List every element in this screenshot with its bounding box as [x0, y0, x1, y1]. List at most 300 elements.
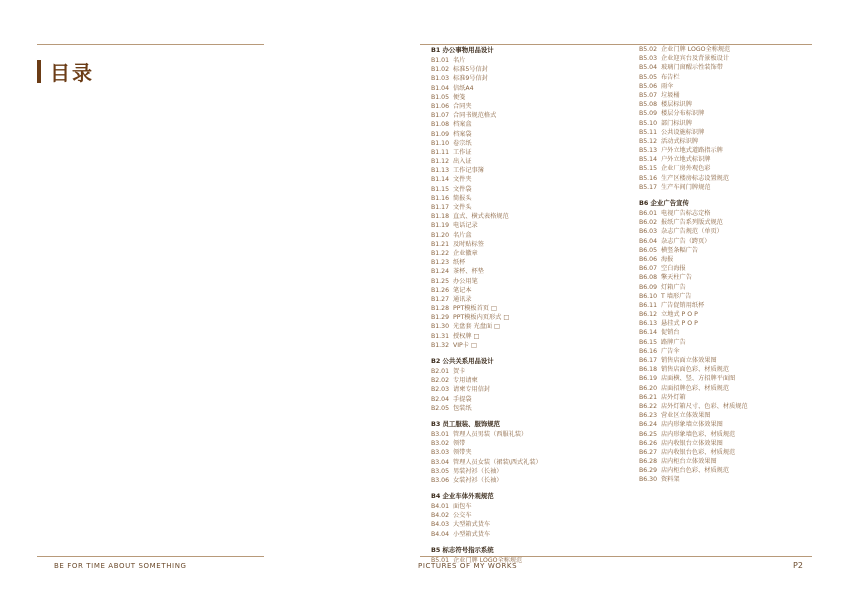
toc-item [639, 227, 748, 236]
toc-item-label: 标准9号信封 [453, 75, 488, 83]
toc-item-code: B1.08 [431, 121, 450, 129]
toc-item [639, 301, 748, 310]
toc-item-label: 授权牌 □ [453, 332, 480, 340]
toc-item [639, 384, 748, 393]
toc-item-label: 店内形象墙立体效果图 [661, 421, 723, 429]
toc-section [431, 350, 542, 413]
toc-item-label: 档案袋 [453, 130, 472, 138]
toc-item-code: B1.29 [431, 314, 450, 322]
toc-column-right [639, 45, 748, 485]
toc-item-code: B5.10 [639, 119, 658, 127]
toc-item [431, 530, 542, 539]
toc-item-label: 出入证 [453, 158, 472, 166]
toc-item-code: B3.06 [431, 476, 450, 484]
toc-item [639, 283, 748, 292]
toc-item-label: 空白海报 [661, 265, 686, 273]
toc-item [431, 240, 542, 249]
toc-item-label: 路牌广告 [661, 338, 686, 346]
toc-item-label: 文件夹 [453, 176, 472, 184]
toc-item [639, 457, 748, 466]
toc-item [639, 73, 748, 82]
toc-item [431, 212, 542, 221]
toc-item-code: B1.04 [431, 84, 450, 92]
toc-item-label: 信纸A4 [453, 84, 474, 92]
toc-item [431, 93, 542, 102]
toc-item-code: B5.13 [639, 147, 658, 155]
toc-item [639, 292, 748, 301]
toc-item-label: 营业区立体效果图 [661, 412, 711, 420]
toc-item-label: 公共设施标识牌 [661, 128, 705, 136]
toc-item-label: T 墙形广告 [661, 292, 692, 300]
toc-item-label: 企业厂房外观色彩 [661, 165, 711, 173]
page-number: P2 [793, 561, 803, 570]
toc-item-label: 店内形象墙色彩、材质规范 [661, 430, 736, 438]
toc-item-code: B5.08 [639, 101, 658, 109]
toc-item-code: B1.02 [431, 66, 450, 74]
toc-item [431, 267, 542, 276]
toc-item-code: B6.04 [639, 237, 658, 245]
toc-item [431, 511, 542, 520]
toc-item-code: B3.01 [431, 430, 450, 438]
toc-item-label: 公交车 [453, 512, 472, 520]
toc-item [639, 91, 748, 100]
toc-section [431, 413, 542, 485]
toc-item [431, 304, 542, 313]
toc-item [639, 466, 748, 475]
toc-item [431, 520, 542, 529]
toc-item-label: 领带夹 [453, 449, 472, 457]
toc-item [431, 231, 542, 240]
toc-item-label: 手提袋 [453, 395, 472, 403]
toc-item-code: B3.03 [431, 449, 450, 457]
toc-item-label: 贺卡 [453, 368, 466, 375]
toc-item [639, 475, 748, 484]
toc-item [639, 45, 748, 54]
toc-item-code: B3.05 [431, 467, 450, 475]
toc-item [431, 148, 542, 157]
toc-item-code: B5.03 [639, 55, 658, 63]
toc-item-code: B6.22 [639, 402, 658, 410]
toc-item-label: 男装衬衫（长袖） [453, 467, 503, 475]
toc-item-code: B1.07 [431, 112, 450, 120]
toc-item-label: 活动式标识牌 [661, 137, 699, 145]
toc-item [639, 100, 748, 109]
toc-item-label: VIP卡 □ [453, 341, 477, 349]
toc-item [639, 393, 748, 402]
toc-item-label: 企业迎宾台及背景板设计 [661, 55, 730, 63]
toc-item [431, 166, 542, 175]
toc-item [431, 221, 542, 230]
toc-item-label: 店内收银台立体效果图 [661, 439, 723, 447]
toc-item-code: B5.14 [639, 156, 658, 164]
toc-item-label: 面包车 [453, 503, 472, 511]
toc-item-label: 销售店面立体效果图 [661, 357, 717, 364]
toc-item-code: B2.05 [431, 404, 450, 412]
toc-item-label: 报纸广告系列版式规范 [661, 219, 723, 227]
title-accent-bar [37, 60, 41, 83]
toc-item [639, 374, 748, 383]
toc-item [639, 82, 748, 91]
toc-item [431, 313, 542, 322]
toc-item-code: B6.28 [639, 458, 658, 466]
toc-item-label: 店外灯箱 [661, 393, 686, 401]
toc-item-code: B6.24 [639, 421, 658, 429]
toc-item [431, 249, 542, 258]
toc-item-code: B5.05 [639, 73, 658, 81]
toc-item-label: 擎天柱广告 [661, 274, 692, 282]
toc-item-code: B1.11 [431, 148, 450, 156]
toc-item-label: 直式、横式表格规范 [453, 213, 509, 221]
toc-item [431, 341, 542, 350]
toc-item-code: B1.31 [431, 332, 450, 340]
toc-item-code: B1.28 [431, 305, 450, 313]
toc-item [639, 109, 748, 118]
toc-item-label: 销售店面色彩、材质规范 [661, 366, 730, 374]
toc-item-label: 灯箱广告 [661, 283, 686, 291]
toc-item [639, 439, 748, 448]
toc-item-code: B1.20 [431, 231, 450, 239]
toc-item-code: B6.13 [639, 320, 658, 328]
toc-item-label: 文件袋 [453, 185, 472, 193]
toc-item [639, 246, 748, 255]
toc-item [431, 65, 542, 74]
toc-item-code: B2.03 [431, 386, 450, 394]
toc-item [639, 146, 748, 155]
toc-item-code: B5.11 [639, 128, 658, 136]
toc-item-code: B1.26 [431, 286, 450, 294]
toc-item-code: B1.22 [431, 249, 450, 257]
toc-item [431, 258, 542, 267]
toc-item [431, 111, 542, 120]
toc-item-code: B6.09 [639, 283, 658, 291]
toc-item [639, 155, 748, 164]
toc-section-title: B5 标志符号指示系统 [431, 545, 494, 554]
toc-item-label: 广告促销用纸杯 [661, 301, 705, 309]
footer-middle-text: PICTURES OF MY WORKS [418, 562, 518, 570]
toc-item-label: 便笺 [453, 93, 466, 101]
toc-item [431, 458, 542, 467]
toc-column-left [431, 45, 542, 565]
toc-item-code: B6.19 [639, 375, 658, 383]
toc-item-label: 电话记录 [453, 222, 478, 230]
toc-item [639, 430, 748, 439]
toc-item-label: 店内柜台色彩、材质规范 [661, 467, 730, 475]
toc-item-label: 女装衬衫（长袖） [453, 476, 503, 484]
bottom-rule-left [37, 556, 264, 557]
toc-item [639, 411, 748, 420]
toc-item-code: B3.02 [431, 440, 450, 448]
toc-item-label: 楼层标识牌 [661, 101, 692, 109]
toc-item-label: 合同书规范格式 [453, 112, 497, 120]
toc-item [431, 286, 542, 295]
toc-item-code: B5.09 [639, 110, 658, 118]
toc-section [431, 485, 542, 539]
toc-item-label: 户外立地式标识牌 [661, 156, 711, 164]
toc-item [431, 367, 542, 376]
toc-item [431, 476, 542, 485]
toc-item-code: B1.19 [431, 222, 450, 230]
toc-item-label: 生产车间门牌规范 [661, 183, 711, 191]
toc-item [431, 203, 542, 212]
toc-item-label: 生产区楼房标志设置规范 [661, 174, 730, 182]
toc-item-code: B6.15 [639, 338, 658, 346]
toc-item-code: B6.26 [639, 439, 658, 447]
toc-item-label: 广告伞 [661, 347, 680, 355]
toc-item-code: B1.12 [431, 158, 450, 166]
toc-item-code: B2.01 [431, 368, 450, 375]
toc-item-label: 管理人员女装（裙装\西式礼装） [453, 458, 542, 466]
toc-item [639, 54, 748, 63]
toc-item-label: 企业门牌 LOGO全称规范 [661, 46, 731, 53]
toc-item [431, 295, 542, 304]
toc-item-code: B6.08 [639, 274, 658, 282]
toc-item [639, 365, 748, 374]
toc-item-code: B6.01 [639, 210, 658, 217]
toc-item-code: B5.07 [639, 91, 658, 99]
toc-item-code: B1.17 [431, 204, 450, 211]
toc-item [431, 332, 542, 341]
toc-item-code: B3.04 [431, 458, 450, 466]
toc-item-label: 立地式 P O P [661, 311, 698, 319]
toc-item-code: B5.04 [639, 64, 658, 72]
toc-item-code: B1.13 [431, 167, 450, 175]
toc-item [639, 273, 748, 282]
toc-item-label: 标准5号信封 [453, 66, 488, 74]
toc-item [639, 183, 748, 192]
toc-item [431, 120, 542, 129]
toc-item-code: B4.02 [431, 512, 450, 520]
toc-item-code: B6.03 [639, 228, 658, 236]
toc-item [639, 209, 748, 218]
toc-item-code: B1.09 [431, 130, 450, 138]
toc-item-code: B1.27 [431, 295, 450, 303]
toc-item-code: B1.03 [431, 75, 450, 83]
toc-item-code: B6.14 [639, 329, 658, 337]
toc-item-label: 布告栏 [661, 73, 680, 81]
toc-item [639, 338, 748, 347]
toc-item-code: B1.10 [431, 139, 450, 147]
toc-item [431, 376, 542, 385]
toc-item-code: B6.11 [639, 301, 658, 309]
toc-section-title: B3 员工服装、服饰规范 [431, 419, 501, 428]
toc-item-code: B6.17 [639, 357, 658, 364]
toc-item-label: 玻璃门窗醒示性装饰带 [661, 64, 723, 72]
toc-item-code: B6.06 [639, 255, 658, 263]
toc-item-code: B1.15 [431, 185, 450, 193]
toc-item-code: B6.27 [639, 448, 658, 456]
toc-item [431, 130, 542, 139]
toc-item-code: B1.16 [431, 194, 450, 202]
toc-item-label: 纸杯 [453, 259, 466, 267]
toc-item [431, 502, 542, 511]
toc-item-code: B6.16 [639, 347, 658, 355]
toc-item [431, 102, 542, 111]
footer-left-text: BE FOR TIME ABOUT SOMETHING [54, 562, 187, 570]
toc-item-label: 办公用笔 [453, 277, 478, 285]
toc-item-code: B5.16 [639, 174, 658, 182]
toc-item-code: B1.21 [431, 240, 450, 248]
toc-item-label: 管理人员男装（西服礼装） [453, 430, 528, 438]
toc-item-label: 杂志广告（跨页） [661, 237, 711, 245]
toc-item-label: 小型箱式货车 [453, 530, 491, 538]
toc-item-label: 合同夹 [453, 102, 472, 110]
toc-item-label: 包装纸 [453, 404, 472, 412]
toc-item-label: 工作记事簿 [453, 167, 484, 175]
toc-item-code: B6.29 [639, 467, 658, 475]
toc-item-code: B6.12 [639, 311, 658, 319]
toc-item [431, 439, 542, 448]
toc-item [639, 255, 748, 264]
toc-item [639, 310, 748, 319]
page-title: 目录 [50, 61, 94, 85]
toc-section-title: B2 公共关系用品设计 [431, 357, 494, 365]
toc-item-code: B1.25 [431, 277, 450, 285]
toc-section [639, 192, 748, 485]
toc-item-label: 部门标识牌 [661, 119, 692, 127]
toc-item-code: B5.12 [639, 137, 658, 145]
toc-item [431, 467, 542, 476]
toc-item-label: 雨伞 [661, 82, 674, 90]
toc-item-label: 简报头 [453, 194, 472, 202]
toc-item [431, 74, 542, 83]
toc-item [639, 237, 748, 246]
toc-section [639, 45, 748, 192]
toc-section-title: B6 企业广告宣传 [639, 199, 689, 207]
toc-item-code: B6.02 [639, 219, 658, 227]
toc-item-code: B6.30 [639, 476, 658, 484]
toc-item-code: B6.25 [639, 430, 658, 438]
toc-item-code: B2.02 [431, 377, 450, 385]
toc-item-label: 店面招牌色彩、材质规范 [661, 384, 730, 392]
toc-item [431, 84, 542, 93]
toc-item-code: B6.21 [639, 393, 658, 401]
toc-item [431, 448, 542, 457]
toc-item-label: 通讯录 [453, 295, 472, 303]
toc-item-code: B6.23 [639, 412, 658, 420]
toc-item-label: 电视广告标志定格 [661, 210, 711, 217]
toc-item-label: 卷宗纸 [453, 139, 472, 147]
toc-item [639, 420, 748, 429]
toc-item-code: B5.02 [639, 46, 658, 53]
toc-item-label: 领带 [453, 440, 466, 448]
toc-item-label: 户外立地式道路指示牌 [661, 147, 723, 155]
toc-item-label: 促销台 [661, 329, 680, 337]
toc-item [639, 402, 748, 411]
toc-item [639, 174, 748, 183]
toc-item-label: 企业门牌 LOGO全称规范 [453, 556, 523, 564]
toc-item-label: 店内收银台色彩、材质规范 [661, 448, 736, 456]
toc-item-label: 请柬专用信封 [453, 386, 491, 394]
toc-item [431, 157, 542, 166]
toc-item [431, 139, 542, 148]
toc-item-label: 店内柜台立体效果图 [661, 458, 717, 466]
toc-item-code: B1.30 [431, 323, 450, 331]
toc-item [431, 277, 542, 286]
toc-item [431, 385, 542, 394]
toc-section-title: B1 办公事物用品设计 [431, 46, 494, 54]
toc-item-label: 档案盒 [453, 121, 472, 129]
toc-item-code: B5.17 [639, 183, 658, 191]
toc-item-label: 及时贴标签 [453, 240, 484, 248]
toc-item-code: B4.03 [431, 521, 450, 529]
toc-item-label: 店面横、竖、方招牌平面图 [661, 375, 736, 383]
toc-item [431, 185, 542, 194]
toc-item-label: 工作证 [453, 148, 472, 156]
toc-item-code: B2.04 [431, 395, 450, 403]
toc-item-label: 海报 [661, 255, 674, 263]
toc-item [639, 264, 748, 273]
toc-item-code: B6.18 [639, 366, 658, 374]
toc-item-code: B1.23 [431, 259, 450, 267]
toc-item-code: B5.06 [639, 82, 658, 90]
toc-item [431, 322, 542, 331]
toc-item-label: 垃圾桶 [661, 91, 680, 99]
toc-item [431, 404, 542, 413]
toc-item [431, 430, 542, 439]
toc-item-code: B6.07 [639, 265, 658, 273]
toc-item-code: B6.10 [639, 292, 658, 300]
top-rule-left [37, 44, 264, 45]
toc-item-code: B4.04 [431, 530, 450, 538]
toc-item-label: PPT模板内页形式 □ [453, 314, 510, 322]
toc-item-code: B1.05 [431, 93, 450, 101]
toc-item-label: 悬挂式 P O P [661, 320, 698, 328]
toc-item [431, 395, 542, 404]
toc-item [639, 347, 748, 356]
toc-item-label: 横竖条幅广告 [661, 246, 699, 254]
toc-item [639, 137, 748, 146]
toc-item [639, 164, 748, 173]
toc-item-code: B1.14 [431, 176, 450, 184]
toc-item-code: B1.32 [431, 341, 450, 349]
toc-item-label: 大型箱式货车 [453, 521, 491, 529]
toc-item [639, 119, 748, 128]
toc-item-label: 店外灯箱尺寸、色彩、材质规范 [661, 402, 748, 410]
toc-item [639, 448, 748, 457]
toc-item-label: 楼层分布标识牌 [661, 110, 705, 118]
toc-item-code: B1.24 [431, 268, 450, 276]
toc-item-code: B1.18 [431, 213, 450, 221]
toc-item-label: 笔记本 [453, 286, 472, 294]
toc-item [639, 218, 748, 227]
toc-item-label: 茶杯、杯垫 [453, 268, 484, 276]
toc-item [639, 328, 748, 337]
toc-item-code: B6.20 [639, 384, 658, 392]
toc-item [639, 356, 748, 365]
toc-item [431, 194, 542, 203]
toc-item-label: 企业徽章 [453, 249, 478, 257]
toc-item-label: PPT模板首页 □ [453, 305, 497, 313]
toc-item-label: 专用请柬 [453, 377, 478, 385]
toc-item-code: B6.05 [639, 246, 658, 254]
toc-section-title: B4 企业车体外观规范 [431, 492, 494, 501]
toc-item [639, 319, 748, 328]
bottom-rule-right [420, 556, 812, 557]
toc-item [431, 175, 542, 184]
toc-item-code: B1.01 [431, 57, 450, 64]
toc-item-label: 名片盒 [453, 231, 472, 239]
toc-item-label: 杂志广告规范（单页） [661, 228, 723, 236]
toc-item-code: B5.15 [639, 165, 658, 173]
toc-section [431, 45, 542, 350]
toc-item [639, 63, 748, 72]
toc-item-code: B4.01 [431, 503, 450, 511]
toc-item-code: B1.06 [431, 102, 450, 110]
toc-item-label: 资料架 [661, 476, 680, 484]
toc-item-label: 光盘套 光盘面 □ [453, 323, 500, 331]
toc-item [431, 56, 542, 65]
toc-item-code: B5.01 [431, 556, 450, 564]
